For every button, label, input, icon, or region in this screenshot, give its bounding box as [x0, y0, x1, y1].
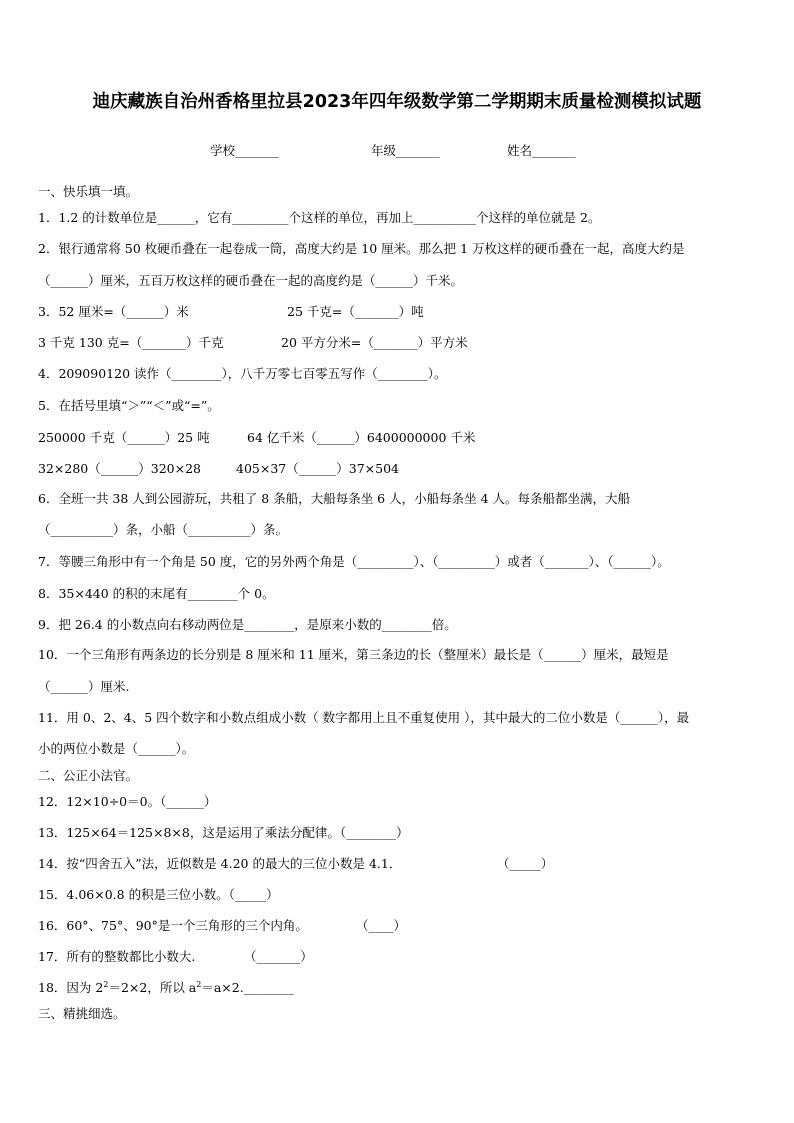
question-13: 13．125×64＝125×8×8，这是运用了乘法分配律。（________） — [38, 825, 409, 840]
question-18 — [38, 978, 294, 996]
question-16: 16．60°、75°、90°是一个三角形的三个内角。 — [38, 918, 308, 933]
question-18-prefix: 18．因为 2 — [38, 980, 104, 995]
question-7: 7．等腰三角形中有一个角是 50 度，它的另外两个角是（_________）、（_________）或者（_______）、（______）。 — [38, 554, 670, 569]
question-5-part-2: 64 亿千米（______）6400000000 千米 — [247, 430, 476, 445]
question-5-part-1: 250000 千克（______）25 吨 — [38, 430, 210, 445]
question-3-part-1: 3．52 厘米=（______）米 — [38, 304, 189, 319]
page-title: 迪庆藏族自治州香格里拉县2023年四年级数学第二学期期末质量检测模拟试题 — [92, 92, 702, 112]
question-18-middle: ＝2×2，所以 a — [108, 980, 197, 995]
question-14-blank: （_____） — [497, 856, 554, 871]
question-5: 5．在括号里填“＞”“＜”或“=”。 — [38, 398, 220, 413]
question-12: 12．12×10÷0＝0。（______） — [38, 794, 217, 809]
question-10-line-1: 10．一个三角形有两条边的长分别是 8 厘米和 11 厘米，第三条边的长（整厘米）最长是（______）厘米，最短是 — [38, 647, 669, 662]
question-18-exponent-2: 2 — [196, 979, 202, 989]
question-17-blank: （_______） — [244, 949, 313, 964]
name-field: 姓名_______ — [507, 143, 576, 158]
question-3-part-2: 25 千克=（_______）吨 — [287, 304, 424, 319]
school-field: 学校_______ — [210, 143, 279, 158]
question-15: 15．4.06×0.8 的积是三位小数。（_____） — [38, 887, 279, 902]
question-17: 17．所有的整数都比小数大. — [38, 949, 196, 964]
question-2-line-2: （______）厘米，五百万枚这样的硬币叠在一起的高度约是（______）千米。 — [38, 273, 464, 288]
question-8: 8．35×440 的积的末尾有________个 0。 — [38, 586, 275, 601]
question-5-part-3: 32×280（______）320×28 — [38, 461, 201, 476]
question-1: 1．1.2 的计数单位是______，它有_________个这样的单位，再加上__________个这样的单位就是 2。 — [38, 210, 601, 225]
question-11-line-1: 11．用 0、2、4、5 四个数字和小数点组成小数（ 数字都用上且不重复使用 ），其中最大的二位小数是（______），最 — [38, 710, 690, 725]
question-10-line-2: （______）厘米. — [38, 679, 130, 694]
question-18-exponent-1: 2 — [103, 979, 109, 989]
section-heading-1: 一、快乐填一填。 — [38, 184, 139, 199]
question-6-line-2: （__________）条，小船（__________）条。 — [38, 522, 289, 537]
question-3-part-4: 20 平方分米=（_______）平方米 — [281, 335, 468, 350]
question-11-line-2: 小的两位小数是（______）。 — [38, 741, 195, 756]
question-4: 4．209090120 读作（________），八千万零七百零五写作（________）。 — [38, 366, 447, 381]
question-16-blank: （____） — [356, 918, 407, 933]
question-3-part-3: 3 千克 130 克=（_______）千克 — [38, 335, 224, 350]
grade-field: 年级_______ — [371, 143, 440, 158]
question-14: 14．按“四舍五入”法，近似数是 4.20 的最大的三位小数是 4.1． — [38, 856, 402, 871]
section-heading-3: 三、精挑细选。 — [38, 1006, 126, 1021]
question-2-line-1: 2．银行通常将 50 枚硬币叠在一起卷成一筒，高度大约是 10 厘米。那么把 1 万枚这样的硬币叠在一起，高度大约是 — [38, 241, 685, 256]
question-6-line-1: 6．全班一共 38 人到公园游玩，共租了 8 条船，大船每条坐 6 人，小船每条坐 4 人。每条船都坐满，大船 — [38, 491, 631, 506]
question-9: 9．把 26.4 的小数点向右移动两位是________，是原来小数的________倍。 — [38, 617, 457, 632]
section-heading-2: 二、公正小法官。 — [38, 768, 139, 783]
question-18-suffix: ＝a×2.________ — [201, 980, 294, 995]
question-5-part-4: 405×37（______）37×504 — [236, 461, 399, 476]
